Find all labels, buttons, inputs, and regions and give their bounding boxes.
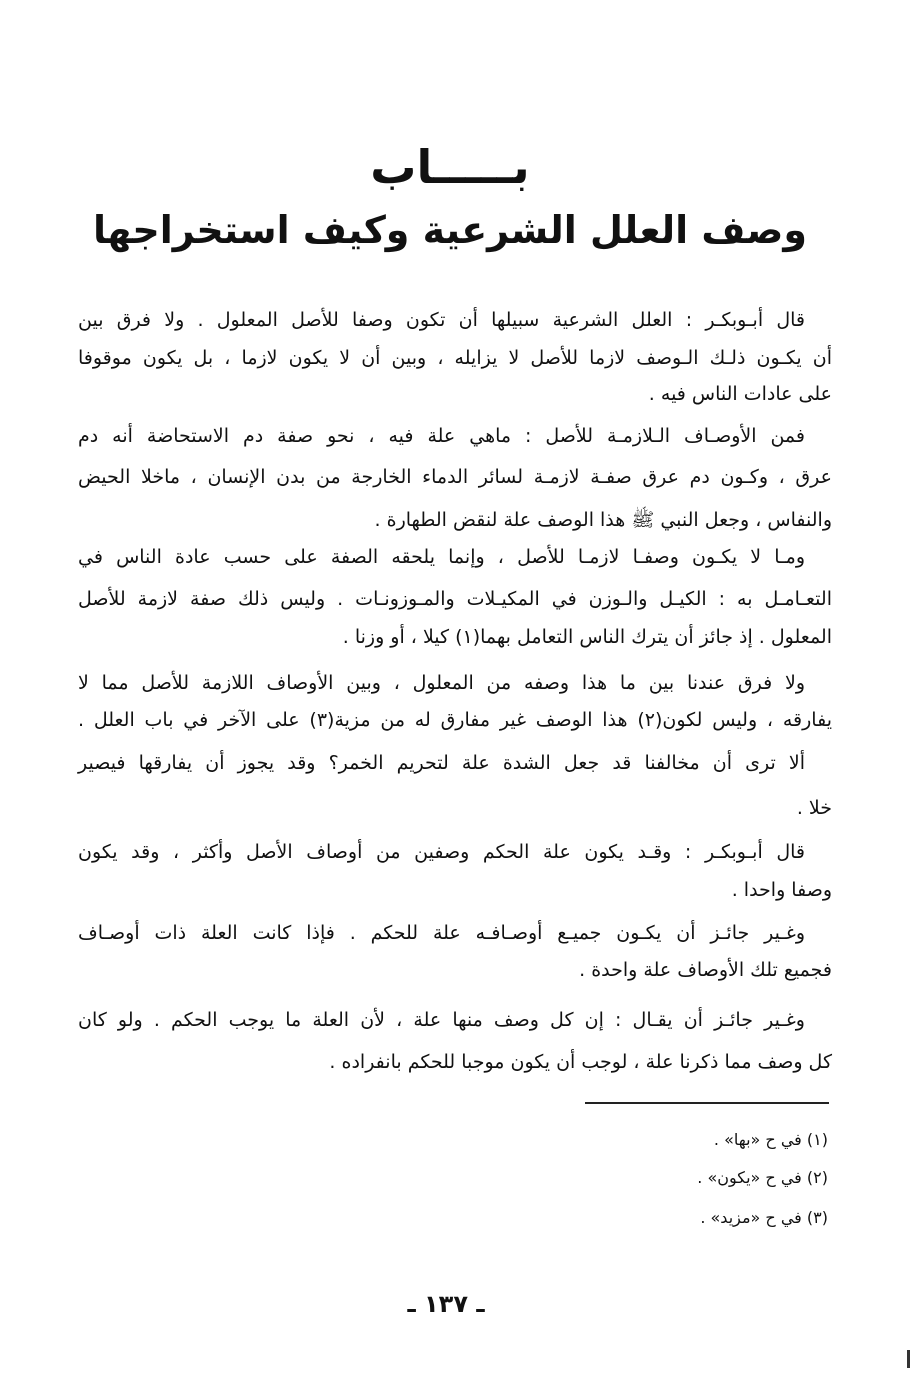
footnote: (٣) في ح «مزيد» . [700, 1208, 828, 1227]
footnote: (١) في ح «بها» . [713, 1130, 828, 1149]
text-line: والنفاس ، وجعل النبي ﷺ هذا الوصف علة لنقض الطهارة . [374, 509, 832, 531]
text-line: ومـا لا يكـون وصفـا لازمـا للأصل ، وإنما يلحقه الصفة على حسب عادة الناس في [78, 546, 805, 568]
text-line: عرق ، وكـون دم عرق صفـة لازمـة لسائر الدماء الخارجة من بدن الإنسان ، ماخلا الحيض [78, 466, 832, 488]
page-number: ـ ١٣٧ ـ [407, 1290, 485, 1318]
text-line: قال أبـوبكـر : وقـد يكون علة الحكم وصفين من أوصاف الأصل وأكثر ، وقد يكون [78, 841, 805, 863]
text-line: أن يكـون ذلـك الـوصف لازما للأصل لا يزايله ، وبين أن لا يكون لازما ، بل يكون موقوفا [78, 347, 832, 369]
text-line: ولا فرق عندنا بين ما هذا وصفه من المعلول ، وبين الأوصاف اللازمة للأصل مما لا [78, 672, 805, 694]
text-line: فجميع تلك الأوصاف علة واحدة . [579, 959, 832, 981]
text-line: خلا . [796, 797, 832, 819]
text-line: فمن الأوصـاف الـلازمـة للأصل : ماهي علة فيه ، نحو صفة دم الاستحاضة أنه دم [78, 425, 805, 447]
text-line: المعلول . إذ جائز أن يترك الناس التعامل بهما(١) كيلا ، أو وزنا . [342, 626, 832, 648]
chapter-heading: بـــــاب [370, 140, 530, 194]
text-line: وغـير جائـز أن يقـال : إن كل وصف منها علة ، لأن العلة ما يوجب الحكم . ولو كان [78, 1009, 805, 1031]
text-line: وصفا واحدا . [731, 879, 832, 901]
text-line: وغـير جائـز أن يكـون جميـع أوصـافـه علة للحكم . فإذا كانت العلة ذات أوصـاف [78, 922, 805, 944]
text-line: على عادات الناس فيه . [648, 383, 832, 405]
footnote: (٢) في ح «يكون» . [697, 1168, 828, 1187]
text-line: ألا ترى أن مخالفنا قد جعل الشدة علة لتحريم الخمر؟ وقد يجوز أن يفارقها فيصير [78, 752, 805, 774]
text-line: يفارقه ، وليس لكون(٢) هذا الوصف غير مفارق له من مزية(٣) على الآخر في باب العلل . [78, 709, 832, 731]
text-line: التعـامـل به : الكيـل والـوزن في المكيـلات والمـوزونـات . وليس ذلك صفة لازمة للأصل [78, 588, 832, 610]
footnote-divider [585, 1102, 829, 1104]
page-edge-mark [907, 1350, 910, 1368]
text-line: قال أبـوبكـر : العلل الشرعية سبيلها أن تكون وصفا للأصل المعلول . ولا فرق بين [78, 309, 805, 331]
chapter-title: وصف العلل الشرعية وكيف استخراجها [93, 208, 807, 252]
text-line: كل وصف مما ذكرنا علة ، لوجب أن يكون موجبا للحكم بانفراده . [329, 1051, 832, 1073]
